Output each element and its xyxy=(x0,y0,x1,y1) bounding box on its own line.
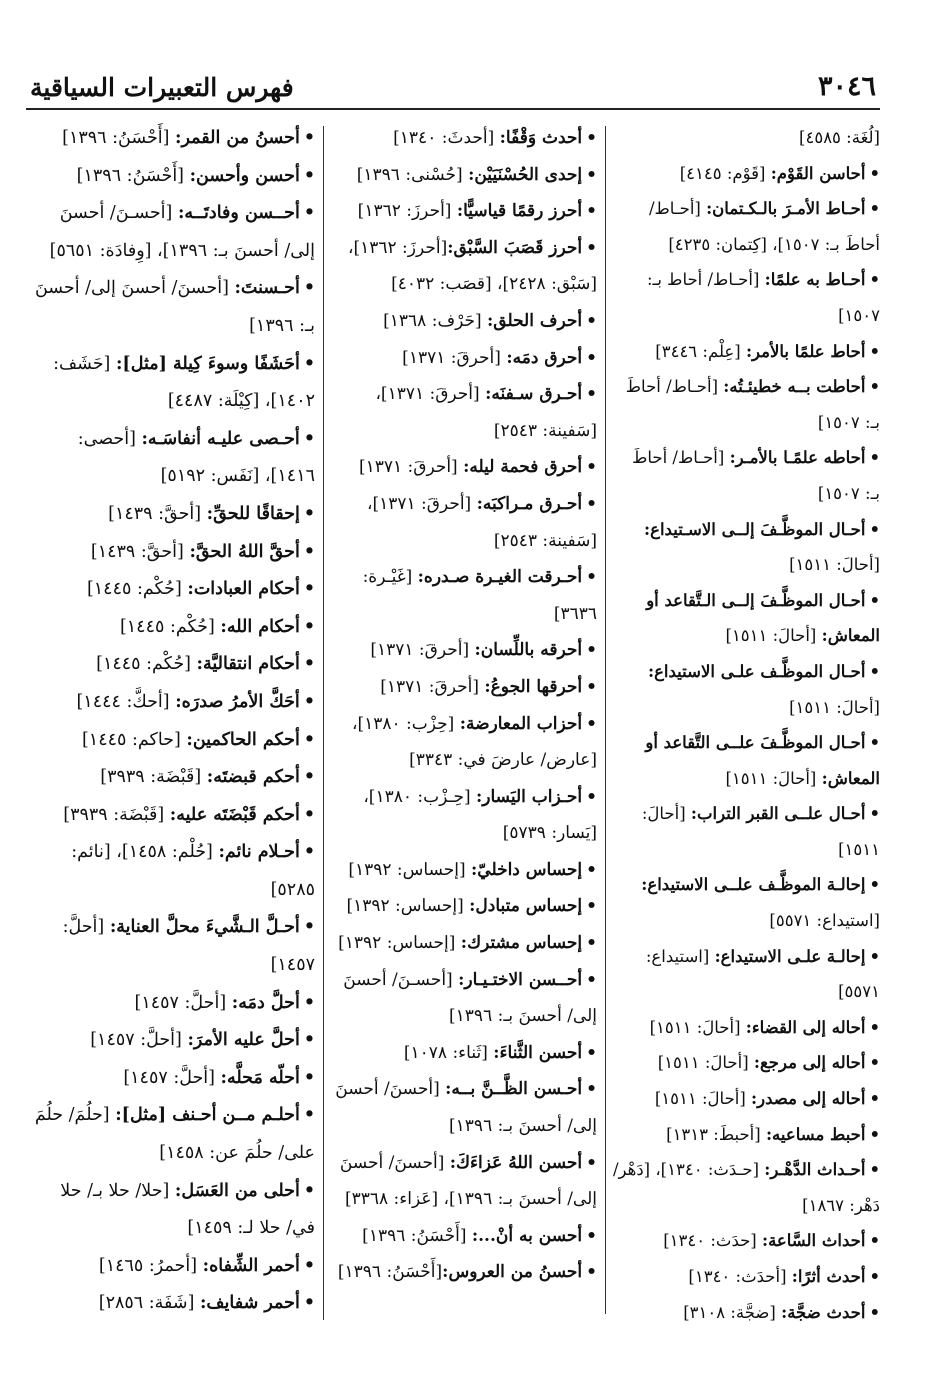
bullet-marker: • xyxy=(303,503,315,524)
index-entry xyxy=(34,1285,315,1323)
index-entry xyxy=(612,512,880,583)
entry-reference: [قَبْضَة: ٣٩٣٩] xyxy=(63,804,170,825)
entry-phrase: أحَشَفًا وسوءَ كِيلة [مثل]: xyxy=(115,353,300,374)
bullet-marker: • xyxy=(303,1180,315,1201)
index-entry xyxy=(34,609,315,647)
bullet-marker: • xyxy=(586,384,597,405)
bullet-marker: • xyxy=(586,640,597,661)
index-entry xyxy=(331,559,597,632)
bullet-marker: • xyxy=(586,164,597,185)
index-entry xyxy=(331,1145,597,1218)
bullet-marker: • xyxy=(303,842,315,863)
bullet-marker: • xyxy=(869,1267,880,1286)
entry-reference: [حِـزْب: ١٣٨٠]، [يَسار: ٥٧٣٩] xyxy=(363,786,597,844)
bullet-marker: • xyxy=(586,567,597,588)
bullet-marker: • xyxy=(869,733,880,753)
index-entry xyxy=(34,1097,315,1172)
bullet-marker: • xyxy=(303,691,315,712)
entry-reference: [أحالَ: ١٥١١] xyxy=(725,768,822,788)
entry-reference: [أحـاط/ أحاط بـ: ١٥٠٧] xyxy=(646,270,880,325)
entry-reference: [حُكْم: ١٤٤٥] xyxy=(119,616,221,637)
index-entry xyxy=(34,496,315,534)
bullet-marker: • xyxy=(586,310,597,331)
entry-phrase: أحرف الحلق: xyxy=(487,310,583,331)
entry-phrase: أحـرق مـراكبَه: xyxy=(476,493,583,514)
entry-reference: [أحـاط/ أحاطَ بـ: ١٥٠٧] xyxy=(625,377,880,432)
bullet-marker: • xyxy=(869,661,880,681)
entry-phrase: أحرقه باللِّسان: xyxy=(474,640,583,661)
bullet-marker: • xyxy=(303,353,315,374)
bullet-marker: • xyxy=(303,804,315,825)
entry-phrase: أحـزاب اليَسار: xyxy=(476,786,583,807)
entry-reference: [حاكم: ١٤٤٥] xyxy=(81,729,187,750)
entry-reference: [حـدَث: ١٣٤٠]، [دَهْر/ دَهْر: ١٨٦٧] xyxy=(612,1160,880,1215)
index-entry xyxy=(612,1295,880,1331)
index-entry xyxy=(34,120,315,158)
index-entry xyxy=(612,939,880,1010)
index-entry xyxy=(612,867,880,938)
entry-phrase: إحساس متبادل: xyxy=(469,896,583,917)
bullet-marker: • xyxy=(303,203,315,224)
bullet-marker: • xyxy=(586,1042,597,1063)
index-entry xyxy=(34,759,315,797)
index-entry xyxy=(331,706,597,779)
index-entry xyxy=(34,195,315,270)
bullet-marker: • xyxy=(303,1105,315,1126)
entry-phrase: أحلى من العَسَل: xyxy=(174,1180,300,1201)
entry-reference: [أحرقَ: ١٣٧١] xyxy=(370,640,475,661)
bullet-marker: • xyxy=(586,713,597,734)
entry-reference: [حُكْم: ١٤٤٥] xyxy=(86,579,188,600)
entry-reference: [أحمرُ: ١٤٦٥] xyxy=(98,1255,203,1276)
entry-phrase: أحـسنتَ: xyxy=(234,278,300,299)
index-entry xyxy=(331,925,597,962)
bullet-marker: • xyxy=(586,128,597,148)
bullet-marker: • xyxy=(869,1089,880,1109)
entry-reference: [أحلَّ: ١٤٥٧] xyxy=(123,1067,221,1088)
bullet-marker: • xyxy=(303,654,315,675)
bullet-marker: • xyxy=(586,933,597,954)
entry-phrase: أحزاب المعارضة: xyxy=(459,713,583,734)
entry-phrase: أحـلَّ الـشَّيءَ محلَّ العناية: xyxy=(109,917,300,938)
bullet-marker: • xyxy=(869,270,880,290)
bullet-marker: • xyxy=(869,519,880,539)
entry-reference: [أَحْسَنُ: ١٣٩٦] xyxy=(62,128,176,148)
index-entry xyxy=(331,1071,597,1144)
bullet-marker: • xyxy=(303,1255,315,1276)
entry-phrase: أحكم قبضتَه: xyxy=(206,767,300,788)
entry-phrase: أحسن اللهُ عَزاءَكَ: xyxy=(449,1152,583,1173)
entry-reference: [إحساس: ١٣٩٢] xyxy=(348,859,471,880)
entry-reference: [أَحْسَنُ: ١٣٩٦] xyxy=(76,165,190,186)
index-entry xyxy=(34,797,315,835)
index-entry xyxy=(612,1081,880,1117)
bullet-marker: • xyxy=(586,859,597,880)
entry-phrase: أحكم الحاكمين: xyxy=(186,729,300,750)
index-entry xyxy=(612,369,880,440)
entry-reference: [أحالَ: ١٥١١] xyxy=(789,555,880,575)
bullet-marker: • xyxy=(869,1302,880,1322)
index-entry xyxy=(612,156,880,192)
entry-phrase: أحمر الشِّفاه: xyxy=(202,1255,300,1276)
index-entry xyxy=(612,262,880,333)
entry-reference: [أحالَ: ١٥١١] xyxy=(789,697,880,717)
entry-phrase: أحكام الله: xyxy=(220,616,300,637)
entry-reference: [غَيْـرة: ٣٦٣٦] xyxy=(362,567,597,624)
entry-reference: [أحالَ: ١٥١١] xyxy=(641,804,880,859)
bullet-marker: • xyxy=(586,237,597,258)
entry-phrase: أحلَّ دمَه: xyxy=(231,992,300,1013)
bullet-marker: • xyxy=(586,1152,597,1173)
entry-reference: [استيداع: ٥٥٧١] xyxy=(645,946,880,1002)
bullet-marker: • xyxy=(303,579,315,600)
column-divider-right xyxy=(605,126,606,1314)
entry-phrase: أحسنُ من القمر: xyxy=(175,128,300,148)
entry-phrase: أحرق فحمة ليله: xyxy=(463,457,583,478)
entry-reference: [عِلْم: ٣٤٤٦] xyxy=(655,341,746,361)
index-entry xyxy=(34,1060,315,1098)
entry-phrase: أحدث ضجَّة: xyxy=(781,1302,866,1322)
index-entry xyxy=(612,1223,880,1259)
bullet-marker: • xyxy=(586,201,597,222)
bullet-marker: • xyxy=(303,767,315,788)
entry-phrase: إحالـة الموظَّـف علــى الاستيداع: xyxy=(641,875,866,895)
bullet-marker: • xyxy=(869,1231,880,1251)
entry-reference: [حلا/ حلا بـ/ حلا في/ حلا لـ: ١٤٥٩] xyxy=(60,1180,315,1239)
index-entry xyxy=(34,1248,315,1286)
bullet-marker: • xyxy=(869,875,880,895)
entry-phrase: إحساس داخليّ: xyxy=(471,859,583,880)
bullet-marker: • xyxy=(303,1293,315,1314)
entry-phrase: أحكام العبادات: xyxy=(187,579,300,600)
bullet-marker: • xyxy=(869,199,880,219)
index-entry xyxy=(331,1035,597,1072)
entry-phrase: أحـال الموظَّـفَ علــى التَّقاعد أو المعاش: xyxy=(645,733,880,788)
bullet-marker: • xyxy=(869,1124,880,1144)
entry-reference: [ثَناء: ١٠٧٨] xyxy=(403,1042,494,1063)
index-entry xyxy=(612,725,880,796)
entry-phrase: أحسن الثَّناءَ: xyxy=(493,1042,583,1063)
entry-reference: [أحرقَ: ١٣٧١] xyxy=(380,676,485,697)
entry-phrase: أحـرقت الغيـرة صـدره: xyxy=(417,567,583,588)
entry-reference: [استيداع: ٥٥٧١] xyxy=(769,911,880,931)
index-entry xyxy=(612,1045,880,1081)
entry-phrase: أحـاط الأمـرَ بالـكـتمان: xyxy=(706,199,866,219)
header-divider xyxy=(26,108,880,110)
bullet-marker: • xyxy=(303,917,315,938)
entry-phrase: أحرقها الجوعُ: xyxy=(484,676,583,697)
entry-reference: [أحسنَ/ أحسنَ إلى/ أحسنَ بـ: ١٣٩٦] xyxy=(34,278,315,336)
index-entry xyxy=(331,779,597,852)
entry-phrase: أحاط علمًا بالأمر: xyxy=(745,341,866,361)
index-entry xyxy=(612,1117,880,1153)
index-entry xyxy=(331,340,597,377)
bullet-marker: • xyxy=(586,786,597,807)
entry-phrase: أحاطت بــه خطيئـتُه: xyxy=(723,377,866,397)
entry-phrase: أحقَّ اللهُ الحقَّ: xyxy=(189,541,300,562)
bullet-marker: • xyxy=(303,729,315,750)
index-entry xyxy=(612,440,880,511)
bullet-marker: • xyxy=(303,541,315,562)
entry-reference: [حِزْب: ١٣٨٠]، [عارض/ عارضَ في: ٣٣٤٣] xyxy=(352,713,597,771)
bullet-marker: • xyxy=(869,1053,880,1073)
entry-reference: [أحسنَ/ أحسنَ إلى/ أحسنَ بـ: ١٣٩٦] xyxy=(335,1079,597,1137)
index-entry xyxy=(34,1022,315,1060)
entry-phrase: أحـرق سـفنَه: xyxy=(485,384,583,405)
index-entry xyxy=(34,834,315,909)
entry-phrase: إحدى الحُسْنَيَيْن: xyxy=(468,164,583,185)
entry-reference: [ضجَّة: ٣١٠٨] xyxy=(683,1302,782,1322)
entry-phrase: أحـال الموظَّـفَ إلــى الاسـتيداع: xyxy=(644,519,866,539)
entry-phrase: أحـصى عليـه أنفاسَـه: xyxy=(141,428,300,449)
index-entry xyxy=(34,722,315,760)
entry-reference: [أحالَ: ١٥١١] xyxy=(654,1089,752,1109)
entry-phrase: أحـاط به علمًا: xyxy=(764,270,866,290)
bullet-marker: • xyxy=(586,493,597,514)
bullet-marker: • xyxy=(303,616,315,637)
entry-reference: [حَشَف: ١٤٠٢]، [كِيْلَة: ٤٤٨٧] xyxy=(53,353,315,412)
index-entry xyxy=(612,1259,880,1295)
index-column-middle xyxy=(331,120,597,1291)
bullet-marker: • xyxy=(586,1262,597,1283)
entry-phrase: أحـداث الدَّهْـر: xyxy=(764,1160,866,1180)
entry-reference: [أحرقَ: ١٣٧١]، [سَفينة: ٢٥٤٣] xyxy=(375,384,597,441)
entry-phrase: أحلَّ عليه الأمرَ: xyxy=(187,1030,300,1051)
index-entry xyxy=(612,1010,880,1046)
index-entry xyxy=(34,985,315,1023)
entry-phrase: أحرز رقمًا قياسيًّا: xyxy=(456,201,583,222)
entry-reference: [أحكَّ: ١٤٤٤] xyxy=(76,691,176,712)
entry-phrase: أحسن وأحسن: xyxy=(189,165,300,186)
bullet-marker: • xyxy=(586,1225,597,1246)
entry-reference: [شَفَة: ٢٨٥٦] xyxy=(98,1293,200,1314)
entry-phrase: أحـسن الظَّــنَّ بــه: xyxy=(445,1079,583,1100)
index-entry xyxy=(612,191,880,262)
bullet-marker: • xyxy=(869,163,880,183)
entry-phrase: أحـال الموظَّـفَ إلــى الـتَّقاعد أو المعاش: xyxy=(646,590,880,646)
index-entry xyxy=(34,421,315,496)
entry-phrase: أحرق دمَه: xyxy=(506,347,583,368)
entry-reference: [أحـاط/ أحاطَ بـ: ١٥٠٧]، [كِتمان: ٤٢٣٥] xyxy=(648,199,880,254)
entry-reference: [أَحْسَنُ: ١٣٩٦] xyxy=(337,1262,443,1283)
index-entry xyxy=(331,120,597,157)
bullet-marker: • xyxy=(303,992,315,1013)
bullet-marker: • xyxy=(303,278,315,299)
entry-phrase: أحاسن القَوْم: xyxy=(770,163,866,183)
index-entry xyxy=(331,669,597,706)
entry-reference: [حُلْم: ١٤٥٨]، [نائم: ٥٢٨٥] xyxy=(71,842,315,900)
bullet-marker: • xyxy=(869,590,880,610)
bullet-marker: • xyxy=(869,946,880,966)
index-entry xyxy=(612,654,880,725)
bullet-marker: • xyxy=(586,676,597,697)
bullet-marker: • xyxy=(303,165,315,186)
entry-reference: [أحالَ: ١٥١١] xyxy=(657,1053,754,1073)
bullet-marker: • xyxy=(869,448,880,468)
entry-phrase: أحسن به أنْ...: xyxy=(471,1225,583,1246)
bullet-marker: • xyxy=(586,457,597,478)
entry-phrase: أحَكَّ الأمرُ صدرَه: xyxy=(175,691,300,712)
entry-phrase: أحاله إلى القضاء: xyxy=(745,1017,866,1037)
entry-reference: [أحسـنَ/ أحسنَ إلى/ أحسنَ بـ: ١٣٩٦] xyxy=(343,969,597,1027)
index-entry xyxy=(331,157,597,194)
entry-phrase: أحــسن الاختـيـار: xyxy=(458,969,583,990)
bullet-marker: • xyxy=(869,1160,880,1180)
entry-phrase: إحساس مشترك: xyxy=(460,933,583,954)
entry-phrase: أحدث أثرًا: xyxy=(791,1267,866,1286)
index-entry xyxy=(34,346,315,421)
bullet-marker: • xyxy=(303,1067,315,1088)
entry-reference: [أَحْسَنُ: ١٣٩٦] xyxy=(362,1225,472,1246)
entry-reference: [أحصى: ١٤١٦]، [نَفَس: ٥١٩٢] xyxy=(77,428,315,487)
entry-reference: [أحلَّ: ١٤٥٧] xyxy=(134,992,232,1013)
index-entry xyxy=(34,1173,315,1248)
index-entry xyxy=(34,909,315,984)
index-entry xyxy=(612,1152,880,1223)
entry-phrase: أحسنُ من العروس: xyxy=(442,1262,583,1283)
entry-reference: [قَبْضَة: ٣٩٣٩] xyxy=(100,767,207,788)
index-entry xyxy=(34,270,315,345)
entry-reference: [حُكْم: ١٤٤٥] xyxy=(96,654,197,675)
entry-reference: [أحلَّ: ١٤٥٧] xyxy=(62,917,315,976)
index-entry xyxy=(34,684,315,722)
entry-phrase: أحلّه مَحلَّه: xyxy=(220,1067,300,1088)
entry-reference: [أحرزَ: ١٣٦٢]، [سَبْق: ٢٤٢٨]، [قصَب: ٤٠٣٢] xyxy=(348,237,597,295)
index-entry xyxy=(34,646,315,684)
index-entry xyxy=(34,534,315,572)
page-header xyxy=(30,58,876,102)
entry-phrase: أحكم قَبْضَتَه عليه: xyxy=(169,804,300,825)
index-entry xyxy=(331,303,597,340)
bullet-marker: • xyxy=(303,428,315,449)
index-entry xyxy=(612,796,880,867)
entry-phrase: أحبط مساعيه: xyxy=(765,1124,866,1144)
bullet-marker: • xyxy=(303,128,315,148)
entry-phrase: أحاطه علمًـا بالأمـر: xyxy=(729,448,866,468)
entry-reference: [حُسْنى: ١٣٩٦] xyxy=(356,164,469,185)
index-entry xyxy=(612,334,880,370)
entry-reference: [أحقَّ: ١٤٣٩] xyxy=(108,503,207,524)
entry-phrase: أحاله إلى مرجع: xyxy=(753,1053,866,1073)
bullet-marker: • xyxy=(869,341,880,361)
entry-phrase: أحمر شفايف: xyxy=(199,1293,300,1314)
index-column-left xyxy=(34,120,315,1323)
entry-phrase: أحدث وَقْفًا: xyxy=(499,128,583,148)
entry-reference: [حلُمَ/ حلُمَ على/ حلُمَ عن: ١٤٥٨] xyxy=(34,1105,315,1164)
entry-reference: [أحلَّ: ١٤٥٧] xyxy=(90,1030,188,1051)
index-entry xyxy=(331,376,597,449)
bullet-marker: • xyxy=(586,1079,597,1100)
bullet-marker: • xyxy=(586,347,597,368)
entry-reference: [أحرزَ: ١٣٦٢] xyxy=(357,201,457,222)
entry-phrase: أحـلام نائم: xyxy=(218,842,300,863)
entry-reference: [حدَث: ١٣٤٠] xyxy=(663,1231,762,1251)
index-entry xyxy=(331,193,597,230)
entry-reference: [أحالَ: ١٥١١] xyxy=(649,1017,746,1037)
index-entry xyxy=(331,230,597,303)
index-entry xyxy=(331,632,597,669)
entry-reference: [إحساس: ١٣٩٢] xyxy=(346,896,470,917)
index-entry xyxy=(331,449,597,486)
entry-phrase: أحلـم مــن أحـنف [مثل]: xyxy=(115,1105,300,1126)
entry-reference: [أحسنَ/ أحسنَ إلى/ أحسنَ بـ: ١٣٩٦]، [عَزاء: ٣٣٦٨] xyxy=(339,1152,597,1210)
entry-reference: [أحرقَ: ١٣٧١]، [سَفينة: ٢٥٤٣] xyxy=(366,493,597,551)
entry-reference: [إحساس: ١٣٩٢] xyxy=(338,933,461,954)
index-entry xyxy=(331,888,597,925)
entry-phrase: أحداث السَّاعة: xyxy=(762,1231,866,1251)
entry-phrase: أحرز قَصَبَ السَّبْق: xyxy=(447,237,583,258)
entry-phrase: إحقاقًا للحقِّ: xyxy=(206,503,300,524)
page-title: فهرس التعبيرات السياقية xyxy=(30,73,294,102)
entry-phrase: أحكام انتقاليَّة: xyxy=(196,654,300,675)
entry-phrase: إحالـة علـى الاستيداع: xyxy=(714,946,866,966)
bullet-marker: • xyxy=(586,969,597,990)
entry-reference: [حَرْف: ١٣٦٨] xyxy=(383,310,487,331)
entry-reference: [قَوْم: ٤١٤٥] xyxy=(679,163,771,183)
entry-reference: [أحـاط/ أحاطَ بـ: ١٥٠٧] xyxy=(632,448,880,503)
index-entry xyxy=(331,962,597,1035)
entry-reference: [أحقَّ: ١٤٣٩] xyxy=(90,541,190,562)
entry-reference: [أحدثَ: ١٣٤٠] xyxy=(393,128,500,148)
entry-reference: [أحبطَ: ١٣١٣] xyxy=(666,1124,766,1144)
bullet-marker: • xyxy=(303,1030,315,1051)
entry-reference: [أحالَ: ١٥١١] xyxy=(725,626,822,646)
index-entry xyxy=(331,1254,597,1291)
index-entry xyxy=(612,583,880,654)
index-entry xyxy=(331,486,597,559)
entry-phrase: أحــسن وفادتَــه: xyxy=(177,203,300,224)
entry-phrase: أحـال الموظَّـف علـى الاستيداع: xyxy=(648,661,866,681)
index-entry xyxy=(34,571,315,609)
entry-reference: [أحسـنَ/ أحسنَ إلى/ أحسنَ بـ: ١٣٩٦]، [وِفادَة: ٥٦٥١] xyxy=(49,203,315,261)
entry-reference: [أحرقَ: ١٣٧١] xyxy=(358,457,464,478)
index-entry xyxy=(612,120,880,156)
index-entry xyxy=(331,1218,597,1255)
bullet-marker: • xyxy=(869,377,880,397)
entry-reference: [أحدَث: ١٣٤٠] xyxy=(688,1267,792,1286)
page-number: ٣٠٤٦ xyxy=(817,71,876,102)
column-divider-left xyxy=(323,126,324,1320)
bullet-marker: • xyxy=(586,896,597,917)
bullet-marker: • xyxy=(869,1017,880,1037)
index-column-right xyxy=(612,120,880,1330)
entry-reference: [لُغَة: ٤٥٨٥] xyxy=(799,128,880,147)
entry-reference: [أحرقَ: ١٣٧١] xyxy=(402,347,507,368)
index-entry xyxy=(331,852,597,889)
bullet-marker: • xyxy=(869,804,880,824)
index-entry xyxy=(34,158,315,196)
entry-phrase: أحاله إلى مصدر: xyxy=(751,1089,866,1109)
entry-phrase: أحـال علــى القبر التراب: xyxy=(690,804,866,824)
